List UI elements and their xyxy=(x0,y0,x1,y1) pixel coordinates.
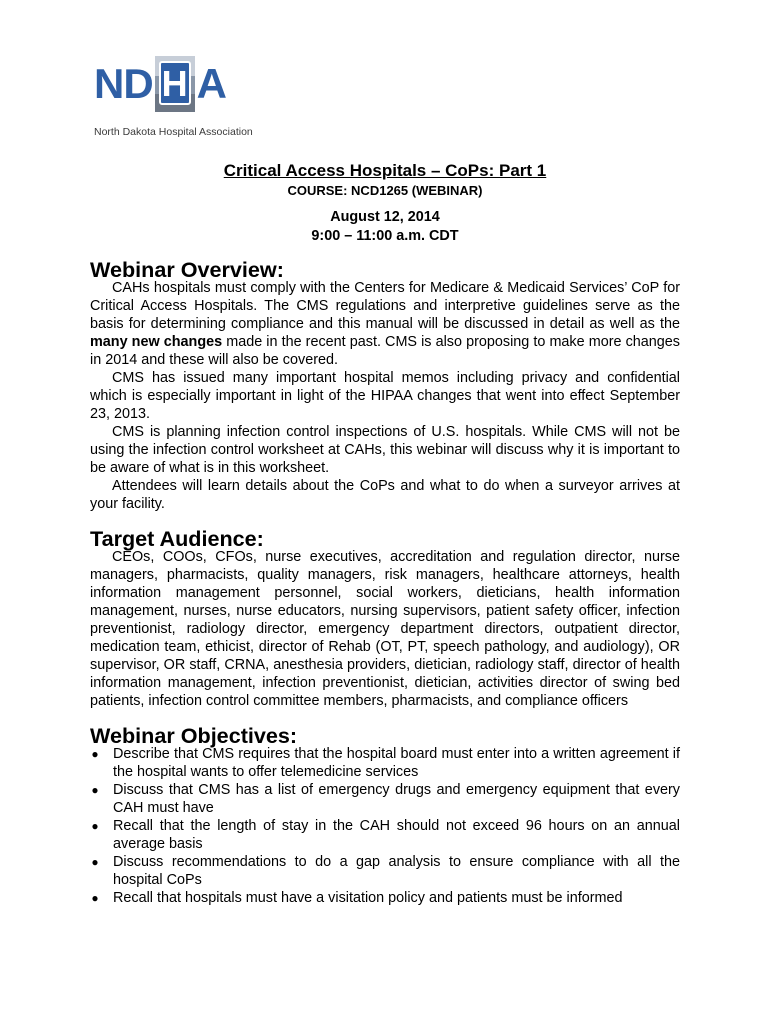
audience-section xyxy=(90,526,680,710)
audience-heading: Target Audience: xyxy=(90,526,264,551)
objective-text: Discuss recommendations to do a gap analysis to ensure compliance with all the hospital CoPs xyxy=(113,854,680,888)
objective-text: Describe that CMS requires that the hospital board must enter into a written agreement if the hospital wants to offer telemedicine services xyxy=(113,746,680,780)
overview-paragraph-3: CMS is planning infection control inspections of U.S. hospitals. While CMS will not be using the infection control worksheet at CAHs, this webinar will discuss why it is important to be aware of what is in this worksheet. xyxy=(90,424,680,476)
objective-item xyxy=(90,745,680,781)
logo-caption: North Dakota Hospital Association xyxy=(94,126,253,138)
objective-item xyxy=(90,781,680,817)
bullet-icon: ● xyxy=(91,747,99,761)
objective-item xyxy=(90,817,680,853)
bullet-icon: ● xyxy=(91,891,99,905)
bullet-icon: ● xyxy=(91,819,99,833)
document-body xyxy=(90,160,680,907)
overview-paragraph-1 xyxy=(90,279,680,369)
objectives-section xyxy=(90,723,680,907)
objective-text: Recall that the length of stay in the CAH should not exceed 96 hours on an annual average basis xyxy=(113,818,680,852)
course-code: COURSE: NCD1265 (WEBINAR) xyxy=(287,183,483,198)
event-date: August 12, 2014 xyxy=(330,209,440,225)
logo-letter-h: H xyxy=(161,63,188,104)
bullet-icon: ● xyxy=(91,783,99,797)
overview-paragraph-2: CMS has issued many important hospital memos including privacy and confidential which is especially important in light of the HIPAA changes that went into effect September 23, 2013. xyxy=(90,370,680,422)
overview-p1-text-start: CAHs hospitals must comply with the Centers for Medicare & Medicaid Services’ CoP for Critical Access Hospitals. The CMS regulations and interpretive guidelines serve as the basis for determining compliance and this manual will be discussed in detail as well as the xyxy=(90,280,680,332)
overview-heading: Webinar Overview: xyxy=(90,257,284,282)
event-date-time xyxy=(90,208,680,246)
overview-section xyxy=(90,257,680,513)
bullet-icon: ● xyxy=(91,855,99,869)
objective-item xyxy=(90,853,680,889)
objectives-heading: Webinar Objectives: xyxy=(90,723,298,748)
logo-h-tile xyxy=(154,56,196,112)
objective-text: Recall that hospitals must have a visitation policy and patients must be informed xyxy=(113,890,623,906)
logo-letters-nd: ND xyxy=(94,60,153,107)
logo-letter-a: A xyxy=(196,60,227,107)
overview-paragraph-4: Attendees will learn details about the CoPs and what to do when a surveyor arrives at your facility. xyxy=(90,478,680,512)
overview-p1-emphasis: many new changes xyxy=(90,334,223,350)
page-title: Critical Access Hospitals – CoPs: Part 1 xyxy=(223,161,547,180)
overview-p1-text-end: made in the recent past. CMS is also proposing to make more changes in 2014 and these will also be covered. xyxy=(90,334,680,368)
document-header xyxy=(90,160,680,246)
objectives-list xyxy=(90,745,680,907)
objective-text: Discuss that CMS has a list of emergency drugs and emergency equipment that every CAH must have xyxy=(113,782,680,816)
audience-paragraph: CEOs, COOs, CFOs, nurse executives, accreditation and regulation director, nurse managers, pharmacists, quality managers, risk managers, healthcare attorneys, health information management personnel, social workers, dieticians, health information management, nurses, nurse educators, nursing supervisors, patient safety officer, infection preventionist, radiology director, emergency department directors, outpatient director, medication team, ethicist, director of Rehab (OT, PT, speech pathology, and audiology), OR supervisor, OR staff, CRNA, anesthesia providers, dietician, radiology staff, director of health information management, infection preventionist, dietician, activities director of swing bed patients, infection control committee members, pharmacists, and compliance officers xyxy=(90,549,680,709)
ndha-logo xyxy=(92,46,252,142)
event-time: 9:00 – 11:00 a.m. CDT xyxy=(311,228,459,244)
objective-item xyxy=(90,889,680,907)
logo-wordmark xyxy=(94,58,226,110)
